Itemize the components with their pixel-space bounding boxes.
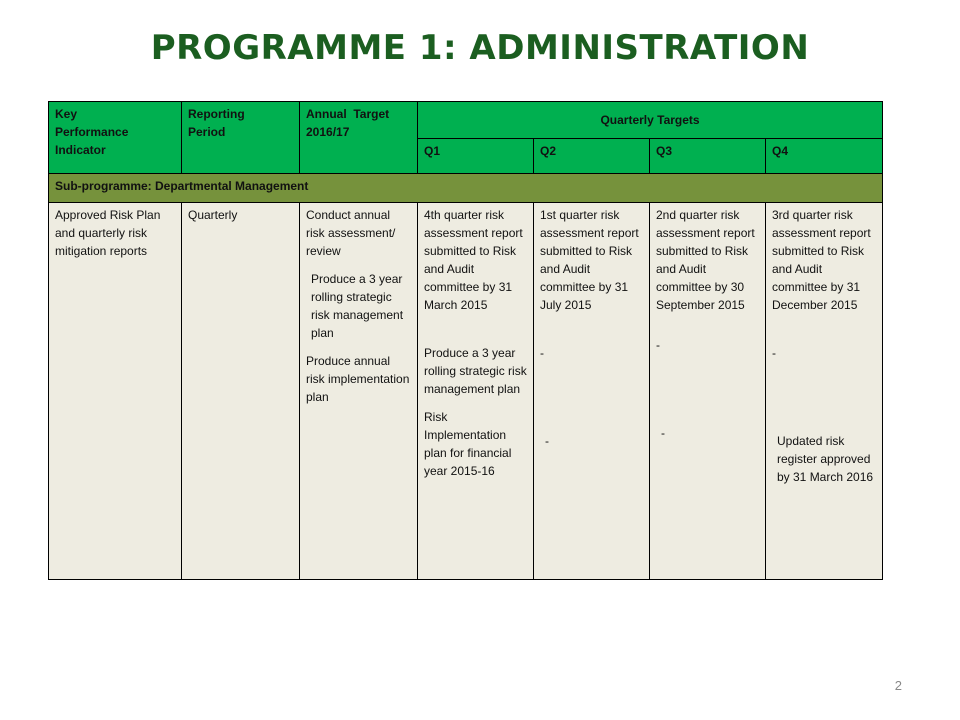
cell-q3 — [650, 203, 766, 580]
annual-target-item: Produce a 3 year rolling strategic risk management plan — [311, 272, 404, 340]
table-row — [49, 203, 883, 580]
page-number: 2 — [894, 678, 902, 693]
annual-target-item: Conduct annual risk assessment/ review — [306, 208, 396, 258]
kpi-table — [48, 101, 883, 580]
header-q1: Q1 — [418, 139, 534, 174]
cell-q4 — [766, 203, 883, 580]
cell-annual-target — [300, 203, 418, 580]
q3-item: 2nd quarter risk assessment report submitted to Risk and Audit committee by 30 September 2015 — [656, 208, 755, 312]
q4-item: 3rd quarter risk assessment report submitted to Risk and Audit committee by 31 December 2015 — [772, 208, 871, 312]
cell-q2 — [534, 203, 650, 580]
q2-item: - — [540, 346, 544, 360]
cell-reporting-period: Quarterly — [182, 203, 300, 580]
header-reporting-period: Reporting Period — [182, 102, 300, 174]
q3-item: - — [656, 338, 660, 352]
q1-item: Produce a 3 year rolling strategic risk management plan — [424, 346, 527, 396]
q2-item: 1st quarter risk assessment report submitted to Risk and Audit committee by 31 July 2015 — [540, 208, 639, 312]
q1-item: Risk Implementation plan for financial year 2015-16 — [424, 410, 512, 478]
subprogramme-label: Sub-programme: Departmental Management — [49, 174, 883, 203]
header-kpi: Key Performance Indicator — [49, 102, 182, 174]
header-q3: Q3 — [650, 139, 766, 174]
table-header-row — [49, 102, 883, 139]
cell-kpi: Approved Risk Plan and quarterly risk mitigation reports — [49, 203, 182, 580]
header-annual-target: Annual Target 2016/17 — [300, 102, 418, 174]
header-quarterly-targets: Quarterly Targets — [418, 102, 883, 139]
header-q2: Q2 — [534, 139, 650, 174]
q3-item: - — [661, 426, 665, 440]
cell-q1 — [418, 203, 534, 580]
q1-item: 4th quarter risk assessment report submitted to Risk and Audit committee by 31 March 2015 — [424, 208, 523, 312]
subprogramme-row — [49, 174, 883, 203]
q2-item: - — [545, 434, 549, 448]
page-title: PROGRAMME 1: ADMINISTRATION — [150, 28, 810, 68]
q4-item: - — [772, 346, 776, 360]
header-q4: Q4 — [766, 139, 883, 174]
annual-target-item: Produce annual risk implementation plan — [306, 354, 410, 404]
q4-item: Updated risk register approved by 31 March 2016 — [777, 434, 874, 484]
